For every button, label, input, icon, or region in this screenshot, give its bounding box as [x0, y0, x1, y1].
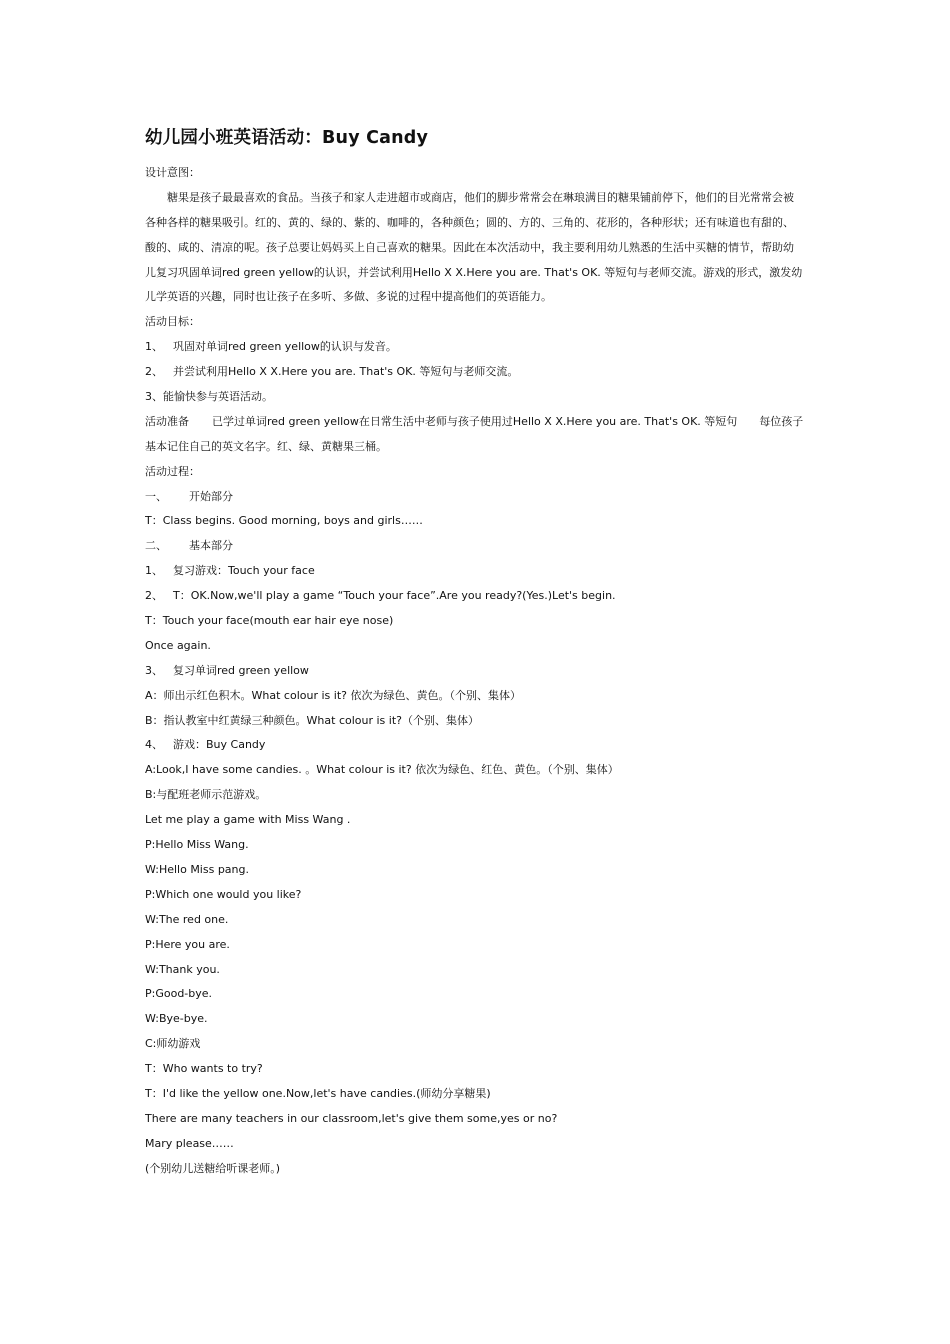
step-number: 3、: [145, 663, 163, 677]
dialogue-line: W:Hello Miss pang.: [145, 862, 249, 876]
step-item: [145, 584, 805, 609]
dialogue-line: Let me play a game with Miss Wang .: [145, 813, 351, 827]
part-heading: [145, 534, 805, 559]
dialogue-line: P:Which one would you like?: [145, 887, 302, 901]
dialogue-line: Once again.: [145, 638, 211, 652]
step-item: [145, 559, 805, 584]
intro-paragraph-line: 糖果是孩子最最喜欢的食品。当孩子和家人走进超市或商店，他们的脚步常常会在琳琅满目的糖果铺前停下，他们的目光常常会被: [167, 190, 794, 204]
step-number: 1、: [145, 564, 163, 578]
preparation-tail: 每位孩子: [759, 414, 804, 428]
part-number: 二、: [145, 539, 167, 553]
dialogue-line: (个别幼儿送糖给听课老师。): [145, 1161, 281, 1175]
step-item: [145, 733, 805, 758]
dialogue-line: P:Good-bye.: [145, 987, 213, 1001]
step-item: [145, 659, 805, 684]
section-heading-goals: 活动目标：: [145, 315, 200, 329]
intro-paragraph-line: 各种各样的糖果吸引。红的、黄的、绿的、紫的、咖啡的，各种颜色；圆的、方的、三角的、花形的，各种形状；还有味道也有甜的、: [145, 215, 794, 229]
goal-item: [145, 360, 805, 385]
dialogue-line: There are many teachers in our classroom,let's give them some,yes or no?: [145, 1111, 558, 1125]
step-number: 4、: [145, 738, 163, 752]
dialogue-line: T：Touch your face(mouth ear hair eye nose): [145, 614, 394, 628]
document-title: 幼儿园小班英语活动：Buy Candy: [145, 128, 429, 148]
part-number: 一、: [145, 489, 167, 503]
dialogue-line: Mary please……: [145, 1136, 234, 1150]
dialogue-line: A:Look,I have some candies. 。What colour is it? 依次为绿色、红色、黄色。（个别、集体）: [145, 763, 619, 777]
preparation-line: [145, 410, 805, 435]
preparation-line: 基本记住自己的英文名字。红、绿、黄糖果三桶。: [145, 439, 387, 453]
goal-text: 并尝试利用Hello X X.Here you are. That's OK. 等短句与老师交流。: [173, 365, 519, 379]
part-title: 开始部分: [189, 489, 233, 503]
intro-paragraph-line: 酸的、咸的、清凉的呢。孩子总要让妈妈买上自己喜欢的糖果。因此在本次活动中，我主要利用幼儿熟悉的生活中买糖的情节，帮助幼: [145, 240, 794, 254]
preparation-label: 活动准备: [145, 414, 189, 428]
dialogue-line: C:师幼游戏: [145, 1037, 201, 1051]
step-text: 游戏：Buy Candy: [173, 738, 266, 752]
dialogue-line: P:Here you are.: [145, 937, 230, 951]
dialogue-line: W:Bye-bye.: [145, 1012, 208, 1026]
section-heading-process: 活动过程：: [145, 464, 200, 478]
dialogue-line: T：Class begins. Good morning, boys and girls……: [145, 514, 423, 528]
step-text: 复习游戏：Touch your face: [173, 564, 315, 578]
step-text: T：OK.Now,we'll play a game “Touch your face”.Are you ready?(Yes.)Let's begin.: [173, 589, 616, 603]
dialogue-line: B：指认教室中红黄绿三种颜色。What colour is it?（个别、集体）: [145, 713, 479, 727]
intro-paragraph-line: 儿学英语的兴趣，同时也让孩子在多听、多做、多说的过程中提高他们的英语能力。: [145, 290, 552, 304]
dialogue-line: W:The red one.: [145, 912, 229, 926]
goal-item: 3、能愉快参与英语活动。: [145, 390, 273, 404]
section-heading-design-intent: 设计意图：: [145, 166, 200, 179]
dialogue-line: B:与配班老师示范游戏。: [145, 788, 267, 802]
step-number: 2、: [145, 589, 163, 603]
goal-item: [145, 335, 805, 360]
goal-text: 巩固对单词red green yellow的认识与发音。: [173, 340, 397, 354]
preparation-text: 已学过单词red green yellow在日常生活中老师与孩子使用过Hello X X.Here you are. That's OK. 等短句: [212, 414, 738, 428]
goal-number: 2、: [145, 365, 163, 379]
dialogue-line: T：Who wants to try?: [145, 1062, 263, 1076]
dialogue-line: A：师出示红色积木。What colour is it? 依次为绿色、黄色。（个别、集体）: [145, 688, 521, 702]
document-body: [145, 161, 805, 1182]
intro-paragraph-line: 儿复习巩固单词red green yellow的认识，并尝试利用Hello X X.Here you are. That's OK. 等短句与老师交流。游戏的形式，激发幼: [145, 265, 803, 279]
dialogue-line: P:Hello Miss Wang.: [145, 838, 249, 852]
part-title: 基本部分: [189, 539, 233, 553]
dialogue-line: T：I'd like the yellow one.Now,let's have candies.(师幼分享糖果): [145, 1086, 491, 1100]
step-text: 复习单词red green yellow: [173, 663, 309, 677]
goal-number: 1、: [145, 340, 163, 354]
part-heading: [145, 485, 805, 510]
dialogue-line: W:Thank you.: [145, 962, 220, 976]
